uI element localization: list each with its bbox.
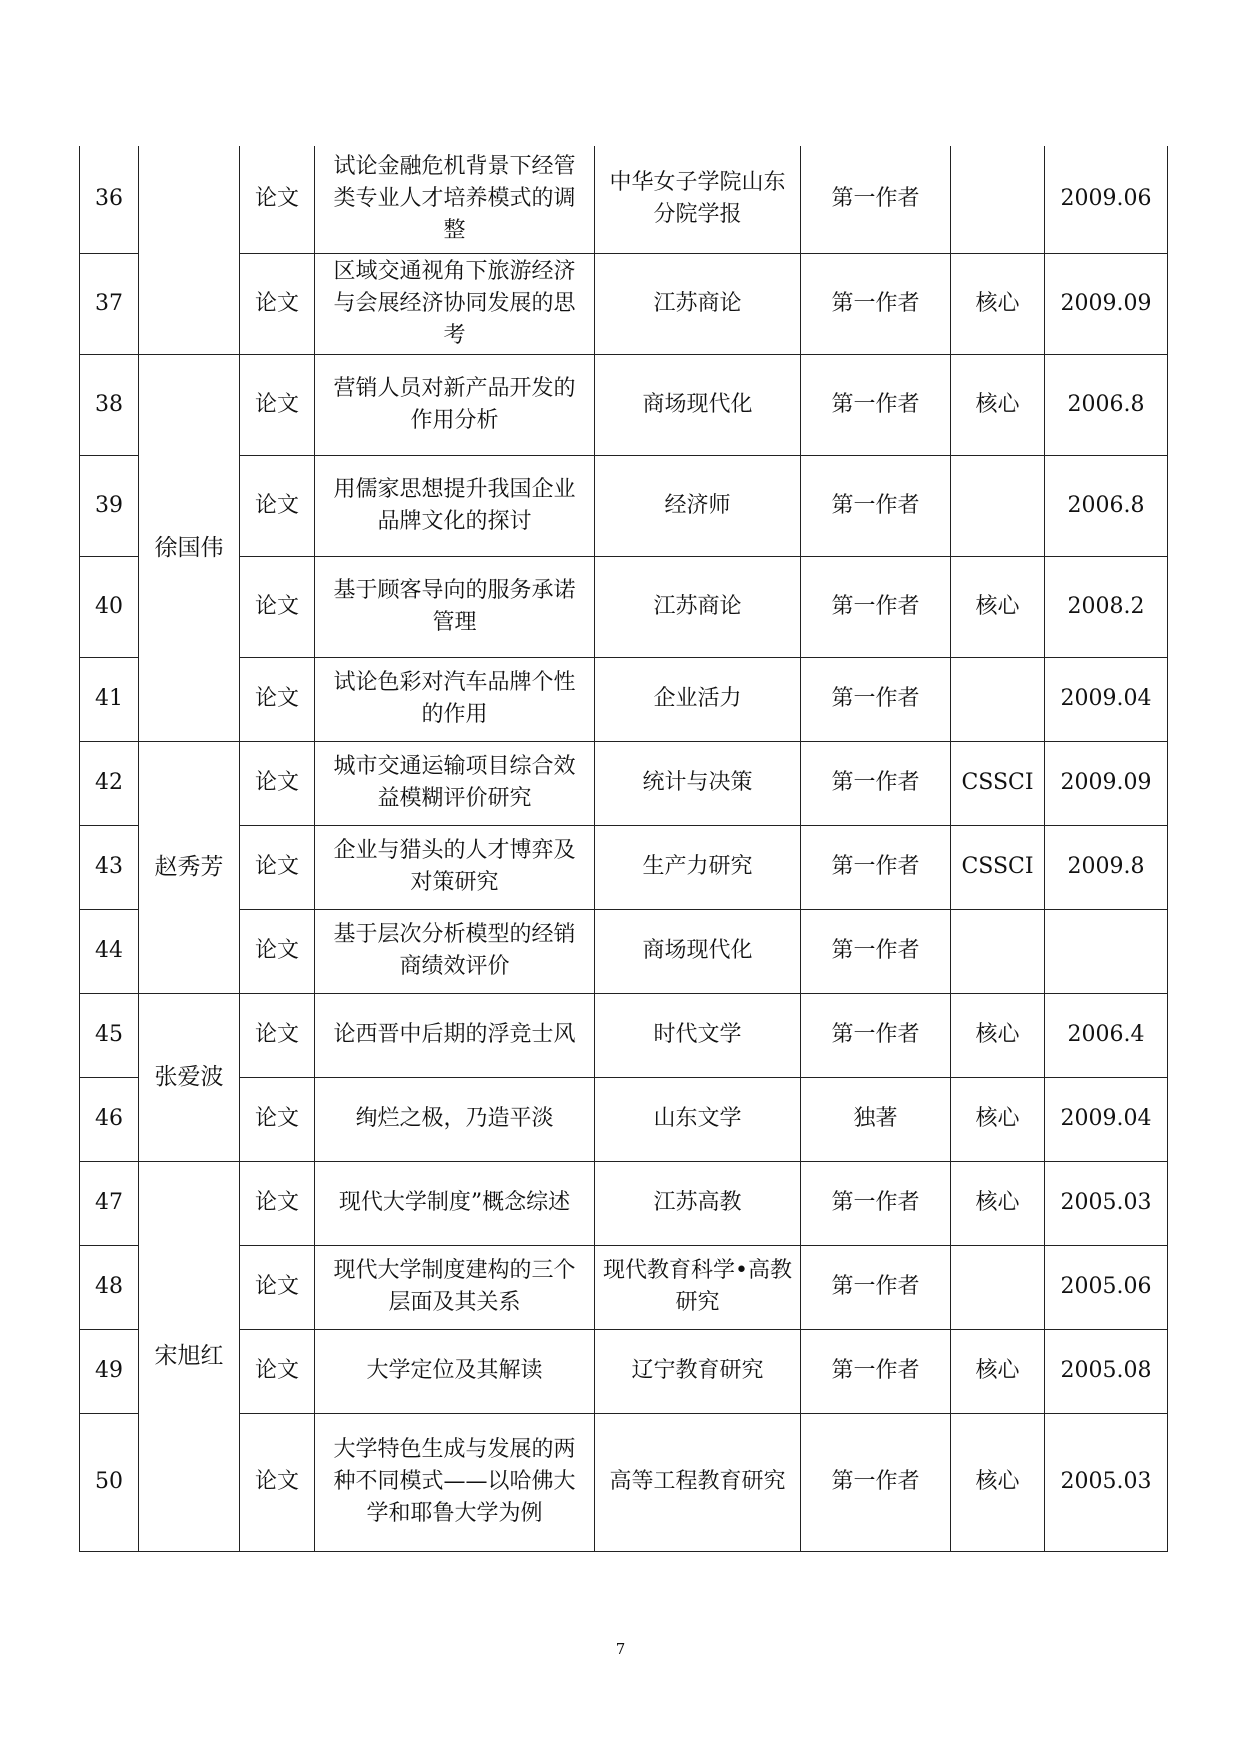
- role-cell: 第一作者: [801, 1413, 951, 1551]
- table-row: [80, 1245, 1168, 1329]
- journal-cell: 企业活力: [595, 657, 801, 741]
- title-cell: 基于顾客导向的服务承诺管理: [315, 556, 595, 657]
- role-cell: 第一作者: [801, 455, 951, 556]
- journal-cell: 经济师: [595, 455, 801, 556]
- level-cell: [951, 1245, 1045, 1329]
- level-cell: CSSCI: [951, 825, 1045, 909]
- role-cell: 第一作者: [801, 354, 951, 455]
- title-cell: 试论色彩对汽车品牌个性的作用: [315, 657, 595, 741]
- type-cell: 论文: [240, 556, 315, 657]
- row-number: 38: [80, 354, 139, 455]
- row-number: 36: [80, 146, 139, 253]
- row-number: 50: [80, 1413, 139, 1551]
- date-cell: 2006.8: [1045, 354, 1168, 455]
- title-cell: 绚烂之极，乃造平淡: [315, 1077, 595, 1161]
- table-row: [80, 657, 1168, 741]
- row-number: 37: [80, 253, 139, 354]
- date-cell: 2009.06: [1045, 146, 1168, 253]
- level-cell: 核心: [951, 253, 1045, 354]
- table-row: [80, 1077, 1168, 1161]
- type-cell: 论文: [240, 455, 315, 556]
- title-cell: 企业与猎头的人才博弈及对策研究: [315, 825, 595, 909]
- journal-cell: 江苏商论: [595, 556, 801, 657]
- row-number: 44: [80, 909, 139, 993]
- table-row: [80, 1161, 1168, 1245]
- journal-cell: 辽宁教育研究: [595, 1329, 801, 1413]
- table-row: [80, 1329, 1168, 1413]
- row-number: 39: [80, 455, 139, 556]
- table-row: [80, 741, 1168, 825]
- row-number: 41: [80, 657, 139, 741]
- title-cell: 大学定位及其解读: [315, 1329, 595, 1413]
- author-name: 张爱波: [139, 993, 240, 1161]
- date-cell: 2006.8: [1045, 455, 1168, 556]
- author-cell-empty: [139, 146, 240, 354]
- level-cell: 核心: [951, 354, 1045, 455]
- role-cell: 第一作者: [801, 146, 951, 253]
- title-cell: 营销人员对新产品开发的作用分析: [315, 354, 595, 455]
- date-cell: [1045, 909, 1168, 993]
- type-cell: 论文: [240, 1413, 315, 1551]
- type-cell: 论文: [240, 657, 315, 741]
- row-number: 40: [80, 556, 139, 657]
- journal-cell: 商场现代化: [595, 354, 801, 455]
- date-cell: 2005.03: [1045, 1161, 1168, 1245]
- journal-cell: 江苏高教: [595, 1161, 801, 1245]
- author-name: 赵秀芳: [139, 741, 240, 993]
- date-cell: 2006.4: [1045, 993, 1168, 1077]
- journal-cell: 统计与决策: [595, 741, 801, 825]
- table-row: [80, 909, 1168, 993]
- type-cell: 论文: [240, 1161, 315, 1245]
- table-row: [80, 993, 1168, 1077]
- level-cell: [951, 909, 1045, 993]
- title-cell: 基于层次分析模型的经销商绩效评价: [315, 909, 595, 993]
- type-cell: 论文: [240, 1329, 315, 1413]
- row-number: 49: [80, 1329, 139, 1413]
- role-cell: 第一作者: [801, 657, 951, 741]
- title-cell: 试论金融危机背景下经管类专业人才培养模式的调整: [315, 146, 595, 253]
- role-cell: 第一作者: [801, 993, 951, 1077]
- level-cell: 核心: [951, 1161, 1045, 1245]
- table-row: [80, 253, 1168, 354]
- journal-cell: 生产力研究: [595, 825, 801, 909]
- role-cell: 第一作者: [801, 1161, 951, 1245]
- type-cell: 论文: [240, 909, 315, 993]
- date-cell: 2005.06: [1045, 1245, 1168, 1329]
- table-row: [80, 1413, 1168, 1551]
- row-number: 43: [80, 825, 139, 909]
- type-cell: 论文: [240, 1245, 315, 1329]
- date-cell: 2009.04: [1045, 657, 1168, 741]
- role-cell: 第一作者: [801, 909, 951, 993]
- journal-cell: 时代文学: [595, 993, 801, 1077]
- level-cell: [951, 455, 1045, 556]
- table-row: [80, 146, 1168, 253]
- role-cell: 第一作者: [801, 741, 951, 825]
- journal-cell: 高等工程教育研究: [595, 1413, 801, 1551]
- author-name: 徐国伟: [139, 354, 240, 741]
- date-cell: 2009.04: [1045, 1077, 1168, 1161]
- journal-cell: 江苏商论: [595, 253, 801, 354]
- level-cell: 核心: [951, 1329, 1045, 1413]
- role-cell: 第一作者: [801, 253, 951, 354]
- table-row: [80, 556, 1168, 657]
- level-cell: [951, 146, 1045, 253]
- role-cell: 第一作者: [801, 825, 951, 909]
- title-cell: 大学特色生成与发展的两种不同模式——以哈佛大学和耶鲁大学为例: [315, 1413, 595, 1551]
- table-row: [80, 825, 1168, 909]
- date-cell: 2005.03: [1045, 1413, 1168, 1551]
- type-cell: 论文: [240, 825, 315, 909]
- publication-table: [79, 146, 1168, 1552]
- role-cell: 独著: [801, 1077, 951, 1161]
- date-cell: 2009.09: [1045, 741, 1168, 825]
- row-number: 48: [80, 1245, 139, 1329]
- table-row: [80, 354, 1168, 455]
- date-cell: 2005.08: [1045, 1329, 1168, 1413]
- level-cell: [951, 657, 1045, 741]
- date-cell: 2009.8: [1045, 825, 1168, 909]
- row-number: 42: [80, 741, 139, 825]
- journal-cell: 中华女子学院山东分院学报: [595, 146, 801, 253]
- row-number: 46: [80, 1077, 139, 1161]
- level-cell: CSSCI: [951, 741, 1045, 825]
- journal-cell: 现代教育科学•高教研究: [595, 1245, 801, 1329]
- page-number: 7: [615, 1640, 626, 1658]
- role-cell: 第一作者: [801, 1329, 951, 1413]
- title-cell: 城市交通运输项目综合效益模糊评价研究: [315, 741, 595, 825]
- row-number: 45: [80, 993, 139, 1077]
- title-cell: 论西晋中后期的浮竞士风: [315, 993, 595, 1077]
- title-cell: 区域交通视角下旅游经济与会展经济协同发展的思考: [315, 253, 595, 354]
- level-cell: 核心: [951, 1077, 1045, 1161]
- title-cell: 用儒家思想提升我国企业品牌文化的探讨: [315, 455, 595, 556]
- role-cell: 第一作者: [801, 1245, 951, 1329]
- row-number: 47: [80, 1161, 139, 1245]
- author-name: 宋旭红: [139, 1161, 240, 1551]
- type-cell: 论文: [240, 1077, 315, 1161]
- date-cell: 2008.2: [1045, 556, 1168, 657]
- type-cell: 论文: [240, 253, 315, 354]
- role-cell: 第一作者: [801, 556, 951, 657]
- title-cell: 现代大学制度”概念综述: [315, 1161, 595, 1245]
- level-cell: 核心: [951, 556, 1045, 657]
- date-cell: 2009.09: [1045, 253, 1168, 354]
- level-cell: 核心: [951, 1413, 1045, 1551]
- type-cell: 论文: [240, 993, 315, 1077]
- table-row: [80, 455, 1168, 556]
- level-cell: 核心: [951, 993, 1045, 1077]
- type-cell: 论文: [240, 354, 315, 455]
- title-cell: 现代大学制度建构的三个层面及其关系: [315, 1245, 595, 1329]
- type-cell: 论文: [240, 146, 315, 253]
- journal-cell: 商场现代化: [595, 909, 801, 993]
- type-cell: 论文: [240, 741, 315, 825]
- journal-cell: 山东文学: [595, 1077, 801, 1161]
